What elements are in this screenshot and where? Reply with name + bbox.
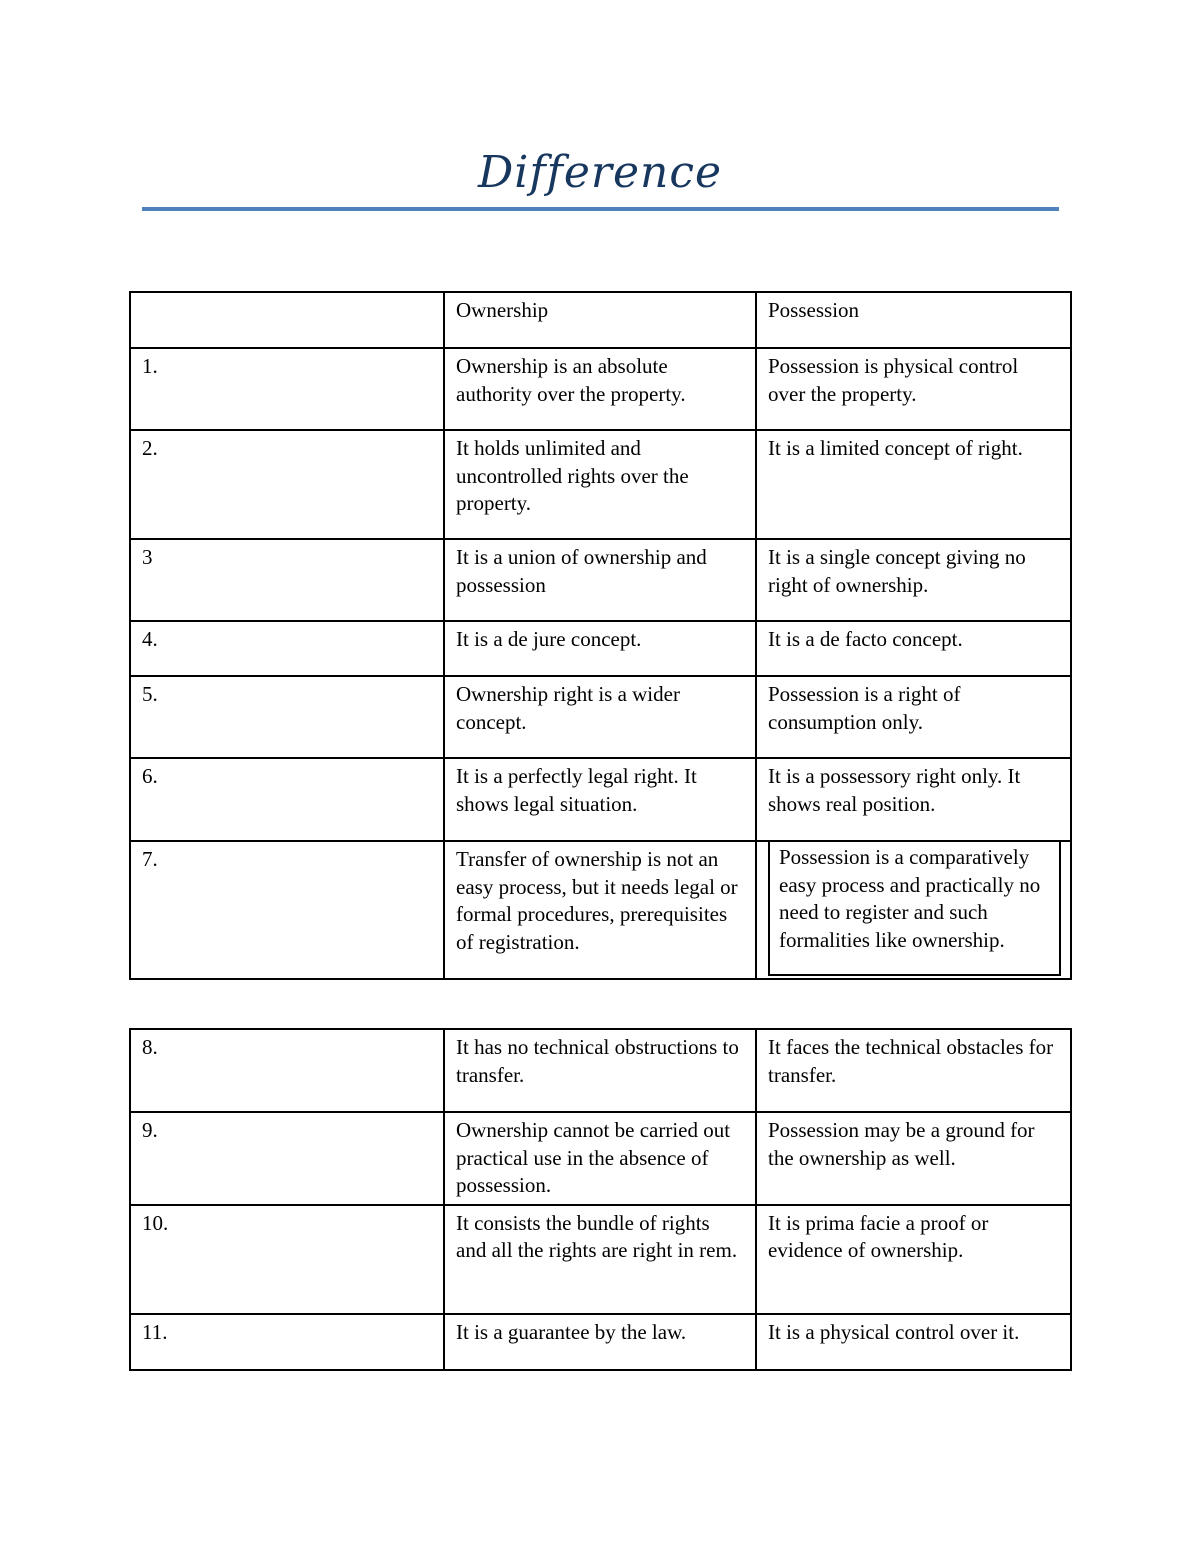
table-row <box>130 621 1071 676</box>
possession-cell: It faces the technical obstacles for transfer. <box>756 1029 1071 1112</box>
row-number: 6. <box>130 758 444 841</box>
row-number: 1. <box>130 348 444 430</box>
row-number: 5. <box>130 676 444 758</box>
possession-cell: It is a single concept giving no right of ownership. <box>756 539 1071 621</box>
table-row <box>130 676 1071 758</box>
ownership-cell: It has no technical obstructions to transfer. <box>444 1029 756 1112</box>
row-number: 2. <box>130 430 444 539</box>
comparison-table-2 <box>129 1028 1072 1371</box>
table-row <box>130 539 1071 621</box>
table-row <box>130 1029 1071 1112</box>
table-row <box>130 1314 1071 1370</box>
header-cell-ownership: Ownership <box>444 292 756 348</box>
row-number: 4. <box>130 621 444 676</box>
possession-cell: Possession is a right of consumption only. <box>756 676 1071 758</box>
ownership-cell: Ownership right is a wider concept. <box>444 676 756 758</box>
possession-cell: It is a possessory right only. It shows real position. <box>756 758 1071 841</box>
header-cell-empty <box>130 292 444 348</box>
possession-cell: It is a de facto concept. <box>756 621 1071 676</box>
possession-cell: It is prima facie a proof or evidence of ownership. <box>756 1205 1071 1314</box>
title-underline <box>142 207 1059 211</box>
document-title: Difference <box>477 147 723 198</box>
possession-cell-boxed <box>756 841 1071 979</box>
possession-cell: Possession is physical control over the property. <box>756 348 1071 430</box>
row-number: 3 <box>130 539 444 621</box>
possession-cell: It is a limited concept of right. <box>756 430 1071 539</box>
row-number: 11. <box>130 1314 444 1370</box>
ownership-cell: It consists the bundle of rights and all the rights are right in rem. <box>444 1205 756 1314</box>
ownership-cell: It holds unlimited and uncontrolled rights over the property. <box>444 430 756 539</box>
table-row <box>130 1205 1071 1314</box>
table-row <box>130 758 1071 841</box>
table-header-row <box>130 292 1071 348</box>
table-row <box>130 348 1071 430</box>
ownership-cell: Ownership cannot be carried out practical use in the absence of possession. <box>444 1112 756 1205</box>
ownership-cell: It is a guarantee by the law. <box>444 1314 756 1370</box>
possession-cell: Possession may be a ground for the ownership as well. <box>756 1112 1071 1205</box>
ownership-cell: It is a perfectly legal right. It shows legal situation. <box>444 758 756 841</box>
header-cell-possession: Possession <box>756 292 1071 348</box>
row-number: 10. <box>130 1205 444 1314</box>
table-row <box>130 430 1071 539</box>
possession-inner-box: Possession is a comparatively easy process and practically no need to register and such formalities like ownership. <box>768 842 1061 976</box>
ownership-cell: It is a de jure concept. <box>444 621 756 676</box>
comparison-table-1 <box>129 291 1072 980</box>
row-number: 7. <box>130 841 444 979</box>
table-row <box>130 841 1071 979</box>
ownership-cell: It is a union of ownership and possession <box>444 539 756 621</box>
possession-cell: It is a physical control over it. <box>756 1314 1071 1370</box>
ownership-cell: Transfer of ownership is not an easy process, but it needs legal or formal procedures, prerequisites of registration. <box>444 841 756 979</box>
row-number: 8. <box>130 1029 444 1112</box>
row-number: 9. <box>130 1112 444 1205</box>
ownership-cell: Ownership is an absolute authority over the property. <box>444 348 756 430</box>
table-row <box>130 1112 1071 1205</box>
